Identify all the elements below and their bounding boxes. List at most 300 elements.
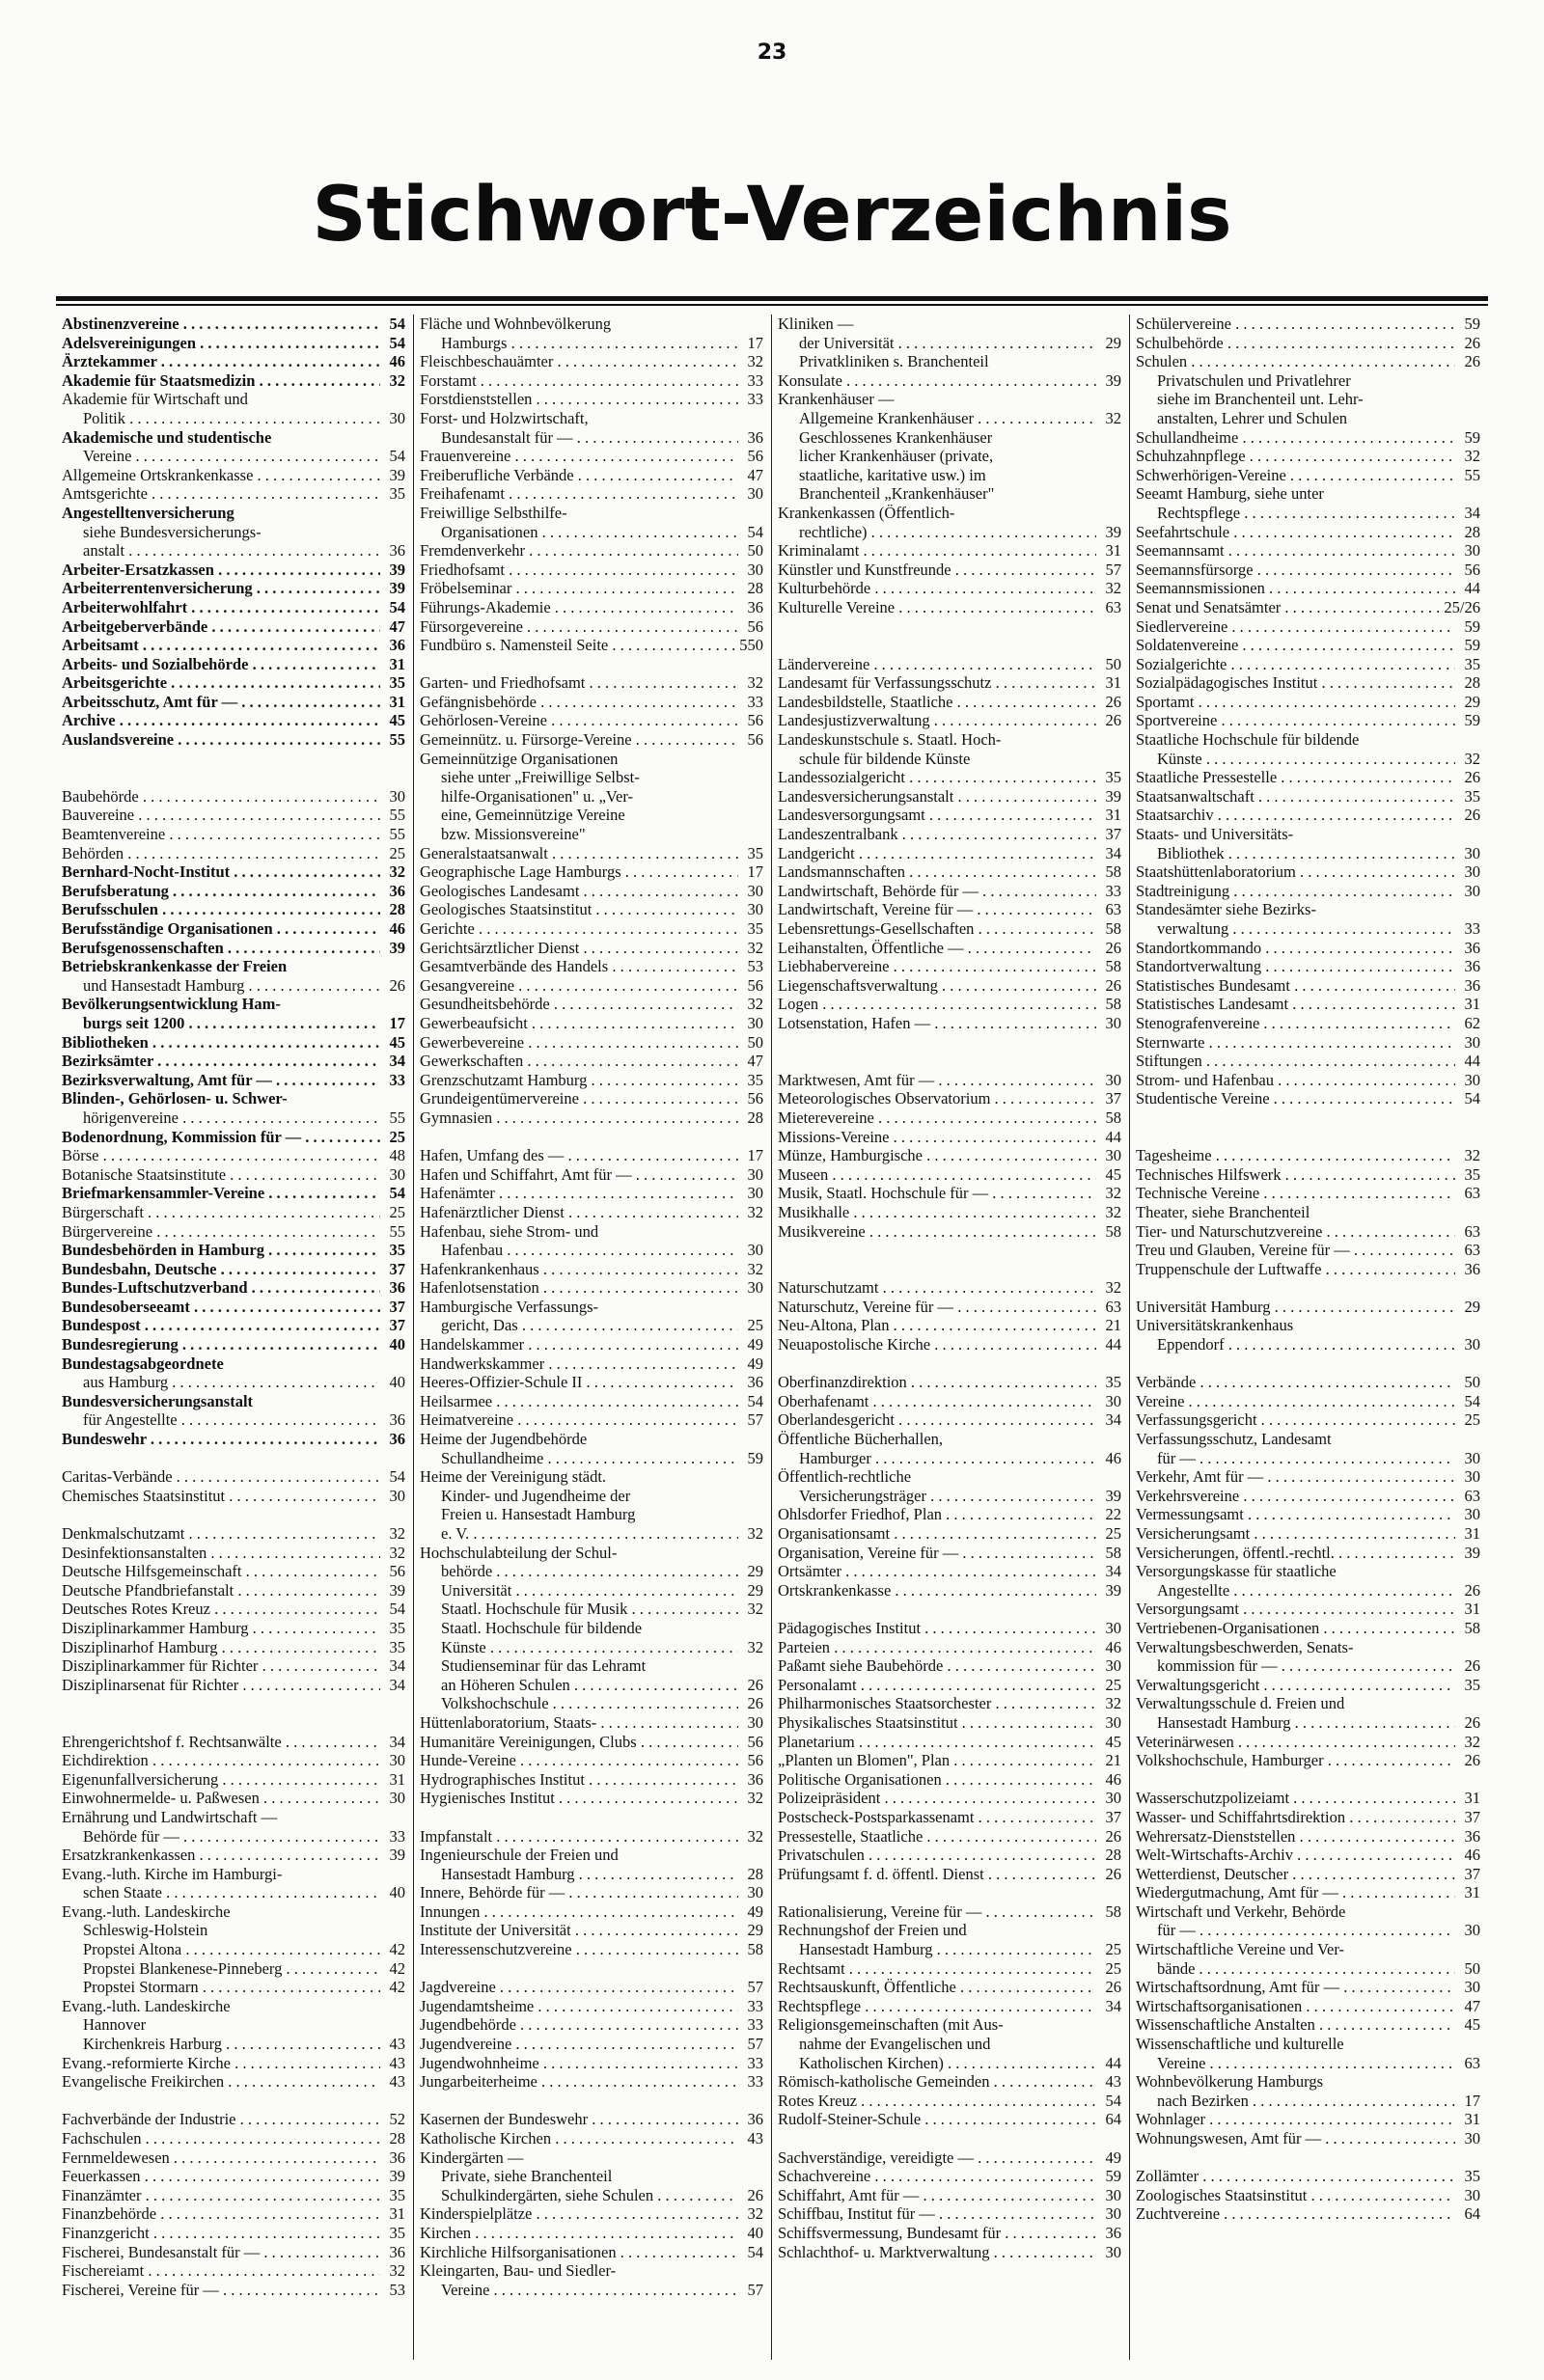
- index-entry-page: 30: [747, 1883, 763, 1902]
- index-entry: [1136, 1241, 1480, 1260]
- index-entry: [62, 1770, 405, 1790]
- index-entry: [420, 409, 763, 428]
- index-entry-term: hilfe-Organisationen" u. „Ver-: [441, 786, 633, 806]
- index-entry: [1136, 617, 1480, 637]
- index-entry: [62, 2243, 405, 2262]
- index-entry: [1136, 1902, 1480, 1922]
- index-entry-term: Bezirksämter . . .: [62, 1052, 380, 1071]
- index-entry: [778, 409, 1121, 428]
- index-entry: [1136, 1392, 1480, 1411]
- index-entry-term: Hafenbau, siehe Strom- und: [420, 1221, 599, 1241]
- index-entry: [1136, 1544, 1480, 1563]
- index-entry: [420, 352, 763, 371]
- index-entry-term: Grenzschutzamt Hamburg . . .: [420, 1071, 738, 1090]
- index-entry: [778, 2204, 1121, 2224]
- index-entry-term: Gewerkschaften . . .: [420, 1052, 738, 1071]
- index-entry: [62, 939, 405, 958]
- index-entry: [62, 1052, 405, 1071]
- index-entry-term: Rechtsamt . . .: [778, 1959, 1096, 1979]
- index-entry-page: 32: [747, 673, 763, 693]
- index-entry-page: 56: [747, 711, 763, 730]
- index-entry-page: 26: [747, 1694, 763, 1713]
- index-entry-page: 45: [389, 1032, 405, 1052]
- index-entry-term: Deutsche Hilfsgemeinschaft . . .: [62, 1562, 380, 1581]
- index-entry-page: 57: [747, 2280, 763, 2299]
- index-entry-page: 31: [389, 692, 405, 711]
- index-entry-term: Humanitäre Vereinigungen, Clubs . . .: [420, 1733, 738, 1752]
- index-entry-page: 30: [747, 560, 763, 579]
- index-entry-page: 32: [389, 1524, 405, 1543]
- index-entry-term: Philharmonisches Staatsorchester . . .: [778, 1694, 1096, 1713]
- index-entry-page: 33: [747, 390, 763, 409]
- index-entry-page: 25: [1105, 1940, 1121, 1959]
- index-entry-term: Siedlervereine . . .: [1136, 617, 1455, 637]
- index-entry: [1136, 2092, 1480, 2111]
- index-entry: [778, 2224, 1121, 2243]
- index-entry-page: 32: [389, 862, 405, 882]
- index-entry-term: Treu und Glauben, Vereine für — . . .: [1136, 1241, 1455, 1260]
- index-entry-term: kommission für — . . .: [1136, 1656, 1455, 1676]
- index-entry-term: Eichdirektion . . .: [62, 1751, 380, 1770]
- index-entry: [420, 334, 763, 353]
- index-entry: [1136, 825, 1480, 844]
- index-entry-term: Rotes Kreuz . . .: [778, 2092, 1096, 2111]
- index-entry: [420, 1846, 763, 1865]
- index-entry-term: Tagesheime . . .: [1136, 1146, 1455, 1165]
- index-entry: [62, 862, 405, 882]
- index-entry-term: Innungen . . .: [420, 1902, 738, 1922]
- title-rule-thin: [56, 304, 1488, 306]
- index-entry: [778, 1827, 1121, 1847]
- index-entry-page: 26: [1105, 1864, 1121, 1883]
- index-entry-page: 54: [389, 1467, 405, 1487]
- index-entry: [62, 806, 405, 825]
- index-entry-page: 63: [1464, 1241, 1480, 1260]
- index-entry: [1136, 1600, 1480, 1619]
- index-entry-page: 26: [747, 1675, 763, 1694]
- index-entry-term: Wasserschutzpolizeiamt . . .: [1136, 1789, 1455, 1808]
- index-entry-page: 54: [389, 597, 405, 616]
- index-entry: [1136, 523, 1480, 542]
- index-entry: [62, 2110, 405, 2129]
- index-entry: [778, 1940, 1121, 1959]
- index-entry-term: Bundes-Luftschutzverband . . .: [62, 1278, 380, 1298]
- index-entry: [778, 1505, 1121, 1524]
- index-entry-term: Pressestelle, Staatliche . . .: [778, 1827, 1096, 1847]
- index-entry-page: 58: [1105, 957, 1121, 976]
- index-entry: [778, 693, 1121, 712]
- index-entry-page: 32: [1464, 1732, 1480, 1751]
- index-entry-term: Gewerbeaufsicht . . .: [420, 1014, 738, 1033]
- index-entry-term: Schullandheime . . .: [420, 1449, 738, 1468]
- index-entry-page: 26: [389, 975, 405, 995]
- index-entry: [778, 2167, 1121, 2186]
- index-entry-term: Landsmannschaften . . .: [778, 862, 1096, 882]
- index-entry-term: Wohnungswesen, Amt für — . . .: [1136, 2129, 1455, 2148]
- index-entry-page: 54: [747, 522, 763, 541]
- index-entry-term: Wissenschaftliche Anstalten . . .: [1136, 2015, 1455, 2035]
- index-entry-page: 28: [389, 900, 405, 919]
- index-entry: [420, 1467, 763, 1487]
- index-entry-term: Schachvereine . . .: [778, 2167, 1096, 2186]
- index-entry: [62, 1959, 405, 1979]
- index-entry: [62, 882, 405, 901]
- index-entry-term: Ortsämter . . .: [778, 1562, 1096, 1581]
- index-entry-page: 58: [1105, 1221, 1121, 1241]
- index-entry-term: Soldatenvereine . . .: [1136, 636, 1455, 655]
- index-entry-term: Ingenieurschule der Freien und: [420, 1846, 619, 1865]
- index-entry-term: Stenografenvereine . . .: [1136, 1014, 1455, 1033]
- index-entry-page: 34: [389, 1656, 405, 1676]
- index-entry: [62, 409, 405, 428]
- index-entry-page: 31: [1464, 1883, 1480, 1902]
- index-entry-term: Freihafenamt . . .: [420, 484, 738, 504]
- index-entry-page: 31: [1464, 1789, 1480, 1808]
- index-entry-term: Statistisches Bundesamt . . .: [1136, 976, 1455, 996]
- index-entry: [1136, 1165, 1480, 1185]
- index-entry: [1136, 1222, 1480, 1242]
- index-entry-page: 28: [747, 579, 763, 598]
- index-entry-term: Missions-Vereine . . .: [778, 1128, 1096, 1147]
- index-entry: [420, 447, 763, 466]
- index-entry-term: Jagdvereine . . .: [420, 1978, 738, 1997]
- index-entry-term: Mieterevereine . . .: [778, 1108, 1096, 1128]
- index-entry-term: Frauenvereine . . .: [420, 447, 738, 466]
- index-entry: [1136, 1827, 1480, 1847]
- index-entry: [1136, 673, 1480, 693]
- index-entry: [778, 2148, 1121, 2168]
- index-entry: [420, 1883, 763, 1902]
- index-entry: [62, 1902, 405, 1922]
- index-entry-term: Arbeiterrentenversicherung . . .: [62, 579, 380, 598]
- index-entry-page: 39: [389, 465, 405, 484]
- index-entry-page: 58: [747, 1940, 763, 1959]
- index-entry-term: Seeamt Hamburg, siehe unter: [1136, 484, 1324, 504]
- index-entry: [778, 655, 1121, 674]
- index-entry-page: 30: [747, 1013, 763, 1032]
- index-entry-term: Landesamt für Verfassungsschutz . . .: [778, 673, 1096, 693]
- index-entry-page: 32: [747, 1789, 763, 1808]
- index-entry: [1136, 390, 1480, 409]
- index-entry-term: Schullandheime . . .: [1136, 428, 1455, 448]
- index-entry-page: 22: [1105, 1505, 1121, 1524]
- index-entry-term: Briefmarkensammler-Vereine . . .: [62, 1184, 380, 1203]
- index-entry-term: Staatsarchiv . . .: [1136, 806, 1455, 825]
- index-entry-term: Fremdenverkehr . . .: [420, 541, 738, 561]
- index-entry: [778, 2035, 1121, 2054]
- index-entry: [778, 1959, 1121, 1979]
- index-entry-term: Wehrersatz-Dienststellen . . .: [1136, 1827, 1455, 1847]
- index-entry: [778, 561, 1121, 580]
- index-entry: [62, 1392, 405, 1411]
- index-entry: [62, 1014, 405, 1033]
- index-entry: [420, 939, 763, 958]
- index-entry-page: 45: [1105, 1732, 1121, 1751]
- index-entry-page: 30: [1464, 1921, 1480, 1940]
- index-entry-page: 34: [389, 1052, 405, 1071]
- index-entry: [778, 1089, 1121, 1108]
- index-entry-term: der Universität . . .: [778, 334, 1096, 353]
- index-entry-page: 32: [389, 1543, 405, 1562]
- index-entry-page: 46: [389, 919, 405, 938]
- index-entry: [778, 598, 1121, 617]
- index-entry: [1136, 1638, 1480, 1657]
- index-entry-page: 45: [1105, 1164, 1121, 1184]
- index-entry-term: Landesversicherungsanstalt . . .: [778, 787, 1096, 807]
- index-entry-term: Pädagogisches Institut . . .: [778, 1619, 1096, 1638]
- index-entry: [420, 390, 763, 409]
- index-entry-term: Forstdienststellen . . .: [420, 390, 738, 409]
- index-entry: [420, 1108, 763, 1128]
- index-entry-page: 58: [1105, 1901, 1121, 1921]
- index-entry-term: Kinder- und Jugendheime der: [441, 1486, 631, 1505]
- index-entry: [62, 1335, 405, 1354]
- index-entry: [778, 939, 1121, 958]
- index-entry-term: Jugendwohnheime . . .: [420, 2054, 738, 2073]
- index-entry: [1136, 882, 1480, 901]
- index-entry: [420, 1487, 763, 1506]
- index-entry-term: Seemannsmissionen . . .: [1136, 579, 1455, 598]
- index-entry-page: 54: [389, 447, 405, 466]
- index-entry-term: Musikvereine . . .: [778, 1222, 1096, 1242]
- index-entry: [420, 504, 763, 523]
- index-entry-term: Seemannsfürsorge . . .: [1136, 561, 1455, 580]
- index-entry-term: Rechtspflege . . .: [778, 1997, 1096, 2016]
- index-entry: [1136, 1789, 1480, 1808]
- index-entry: [62, 1619, 405, 1638]
- index-entry-page: 43: [389, 2053, 405, 2072]
- index-entry-term: Propstei Blankenese-Pinneberg . . .: [62, 1959, 380, 1979]
- index-entry-term: siehe unter „Freiwillige Selbst-: [441, 768, 640, 787]
- index-entry: [62, 787, 405, 807]
- index-entry: [420, 1033, 763, 1053]
- index-entry-page: 45: [1464, 2015, 1480, 2035]
- index-entry-term: Hansestadt Hamburg . . .: [1136, 1713, 1455, 1733]
- index-entry: [778, 1751, 1121, 1770]
- index-entry-term: Gerichte . . .: [420, 919, 738, 939]
- index-entry-page: 55: [389, 730, 405, 750]
- index-entry-term: Heime der Vereinigung städt.: [420, 1467, 607, 1487]
- index-entry: [420, 1562, 763, 1581]
- index-entry-term: Bundestagsabgeordnete: [62, 1354, 224, 1373]
- index-entry-term: Gemeinnützige Organisationen: [420, 749, 619, 768]
- index-entry-term: Berufsgenossenschaften . . .: [62, 939, 380, 958]
- index-entry-term: Privatkliniken s. Branchenteil: [799, 352, 989, 371]
- index-entry-term: Öffentlich-rechtliche: [778, 1467, 912, 1487]
- index-entry: [420, 1676, 763, 1695]
- index-entry: [62, 352, 405, 371]
- index-entry-page: 28: [747, 1864, 763, 1883]
- index-entry: [420, 617, 763, 637]
- index-entry: [420, 2054, 763, 2073]
- index-entry-page: 26: [1464, 1712, 1480, 1732]
- index-entry: [1136, 806, 1480, 825]
- index-entry-term: Disziplinarhof Hamburg . . .: [62, 1638, 380, 1657]
- index-entry: [1136, 1846, 1480, 1865]
- index-entry-term: Künstler und Kunstfreunde . . .: [778, 561, 1096, 580]
- index-entry: [420, 466, 763, 485]
- index-entry-page: 31: [1105, 673, 1121, 693]
- index-entry-term: Fischereiamt . . .: [62, 2261, 380, 2281]
- index-entry-page: 42: [389, 1940, 405, 1959]
- index-entry: [420, 1146, 763, 1165]
- index-entry: [1136, 1146, 1480, 1165]
- index-entry-page: 32: [747, 995, 763, 1014]
- index-entry: [420, 523, 763, 542]
- index-entry-page: 26: [1464, 768, 1480, 787]
- index-entry-page: 33: [747, 2015, 763, 2035]
- index-entry-term: Jungarbeiterheime . . .: [420, 2072, 738, 2092]
- index-entry-page: 58: [1105, 862, 1121, 882]
- index-entry-term: Kirchen . . .: [420, 2224, 738, 2243]
- index-entry-term: Evang.-luth. Landeskirche: [62, 1996, 231, 2015]
- index-entry: [62, 2167, 405, 2186]
- index-entry-term: Schiffbau, Institut für — . . .: [778, 2204, 1096, 2224]
- index-entry-page: 30: [747, 484, 763, 504]
- index-entry-page: 43: [1105, 2072, 1121, 2092]
- index-entry: [1136, 1071, 1480, 1090]
- index-entry-page: 39: [1105, 1580, 1121, 1600]
- index-entry-term: Meteorologisches Observatorium . . .: [778, 1089, 1096, 1108]
- index-entry: [420, 484, 763, 504]
- index-entry-term: Gerichtsärztlicher Dienst . . .: [420, 939, 738, 958]
- index-entry: [62, 315, 405, 334]
- index-entry-term: Disziplinarkammer für Richter . . .: [62, 1656, 380, 1676]
- index-entry-term: Eigenunfallversicherung . . .: [62, 1770, 380, 1790]
- index-entry-page: 53: [389, 2280, 405, 2299]
- index-entry: [420, 844, 763, 863]
- index-entry: [62, 1184, 405, 1203]
- index-entry: [420, 598, 763, 617]
- index-entry: [420, 2110, 763, 2129]
- index-entry-page: 46: [1105, 1637, 1121, 1656]
- index-entry-page: 37: [389, 1316, 405, 1335]
- index-entry-page: 56: [747, 616, 763, 636]
- index-entry-term: Wissenschaftliche und kulturelle: [1136, 2035, 1344, 2054]
- index-entry: [420, 1505, 763, 1524]
- index-entry-term: Handwerkskammer . . .: [420, 1354, 738, 1374]
- index-entry: [778, 976, 1121, 996]
- index-entry-term: licher Krankenhäuser (private,: [799, 447, 994, 466]
- index-entry-term: Krankenhäuser —: [778, 390, 895, 409]
- index-entry-term: burgs seit 1200 . . .: [62, 1014, 380, 1033]
- index-entry: [1136, 939, 1480, 958]
- index-entry: [62, 1733, 405, 1752]
- index-entry-term: Handelskammer . . .: [420, 1335, 738, 1354]
- index-entry: [778, 1146, 1121, 1165]
- index-entry-term: Freiberufliche Verbände . . .: [420, 466, 738, 485]
- index-entry: [778, 1562, 1121, 1581]
- index-entry-term: gericht, Das . . .: [420, 1316, 738, 1335]
- index-entry-term: Tier- und Naturschutzvereine . . .: [1136, 1222, 1455, 1242]
- index-entry-term: Versicherungen, öffentl.-rechtl. . . .: [1136, 1544, 1455, 1563]
- index-entry-term: Bürgerschaft . . .: [62, 1203, 380, 1222]
- index-entry: [1136, 2054, 1480, 2073]
- index-entry: [420, 2204, 763, 2224]
- index-entry-term: Bernhard-Nocht-Institut . . .: [62, 862, 380, 882]
- index-entry: [1136, 447, 1480, 466]
- index-entry-term: Fischerei, Vereine für — . . .: [62, 2281, 380, 2300]
- index-entry-term: Ohlsdorfer Friedhof, Plan . . .: [778, 1505, 1096, 1524]
- index-entry-term: Veterinärwesen . . .: [1136, 1733, 1455, 1752]
- index-entry: [1136, 1184, 1480, 1203]
- index-entry-term: Geologisches Staatsinstitut . . .: [420, 900, 738, 919]
- index-entry: [420, 2072, 763, 2092]
- index-entry: [62, 1165, 405, 1185]
- index-entry-page: 26: [1105, 1978, 1121, 1997]
- index-entry-page: 37: [1464, 1807, 1480, 1826]
- index-entry: [420, 750, 763, 769]
- index-entry-term: Staatliche Pressestelle . . .: [1136, 768, 1455, 787]
- index-entry-page: 58: [1105, 1108, 1121, 1127]
- index-entry-term: anstalten, Lehrer und Schulen: [1157, 408, 1348, 427]
- index-entry-term: Krankenkassen (Öffentlich-: [778, 503, 955, 522]
- index-entry-page: 59: [1464, 636, 1480, 655]
- index-entry-page: 46: [1105, 1448, 1121, 1467]
- index-entry-term: Arbeitsschutz, Amt für — . . .: [62, 693, 380, 712]
- index-entry: [62, 1373, 405, 1392]
- index-entry-term: Politische Organisationen . . .: [778, 1770, 1096, 1790]
- index-entry: [62, 466, 405, 485]
- index-entry-term: siehe im Branchenteil unt. Lehr-: [1157, 390, 1364, 409]
- index-entry-page: 35: [389, 2223, 405, 2242]
- index-entry: [420, 900, 763, 919]
- index-entry-term: Staats- und Universitäts-: [1136, 825, 1294, 844]
- index-entry-page: 32: [1105, 1184, 1121, 1203]
- index-entry-term: Bodenordnung, Kommission für — . . .: [62, 1128, 380, 1147]
- index-entry-term: Evangelische Freikirchen . . .: [62, 2072, 380, 2092]
- index-entry: [420, 315, 763, 334]
- index-entry-term: Schuhzahnpflege . . .: [1136, 447, 1455, 466]
- index-entry-page: 54: [389, 1600, 405, 1619]
- index-entry-page: 30: [747, 881, 763, 900]
- index-entry-page: 30: [1105, 1391, 1121, 1410]
- index-entry: [62, 1089, 405, 1108]
- index-entry: [778, 825, 1121, 844]
- index-entry: [62, 371, 405, 391]
- index-entry-page: 32: [1105, 1694, 1121, 1713]
- index-entry-term: Truppenschule der Luftwaffe . . .: [1136, 1260, 1455, 1279]
- index-entry-page: 50: [1464, 1373, 1480, 1392]
- index-entry: [778, 1808, 1121, 1827]
- index-entry-term: Sozialgerichte . . .: [1136, 655, 1455, 674]
- index-entry-term: Gehörlosen-Vereine . . .: [420, 711, 738, 730]
- index-entry-page: 35: [1464, 1675, 1480, 1694]
- index-entry: [778, 1392, 1121, 1411]
- index-entry: [420, 1581, 763, 1600]
- index-entry: [62, 655, 405, 674]
- index-entry-term: Universität . . .: [420, 1581, 738, 1600]
- index-entry-term: bzw. Missionsvereine": [441, 825, 586, 844]
- index-entry-page: 44: [1105, 1127, 1121, 1146]
- index-entry: [62, 1865, 405, 1884]
- index-entry-term: Impfanstalt . . .: [420, 1827, 738, 1847]
- index-entry-page: 33: [1464, 919, 1480, 938]
- index-entry-term: Verfassungsgericht . . .: [1136, 1410, 1455, 1430]
- index-entry: [778, 673, 1121, 693]
- index-entry-term: Schlachthof- u. Marktverwaltung . . .: [778, 2243, 1096, 2262]
- index-entry: [1136, 466, 1480, 485]
- index-entry: [778, 1902, 1121, 1922]
- index-entry-page: 32: [747, 1600, 763, 1619]
- index-entry-term: Zuchtvereine . . .: [1136, 2204, 1455, 2224]
- index-entry-term: behörde . . .: [420, 1562, 738, 1581]
- index-entry: [62, 2261, 405, 2281]
- index-entry: [778, 730, 1121, 750]
- index-entry-page: 35: [389, 673, 405, 693]
- index-entry-page: 30: [1464, 843, 1480, 862]
- index-entry-page: 64: [1464, 2204, 1480, 2224]
